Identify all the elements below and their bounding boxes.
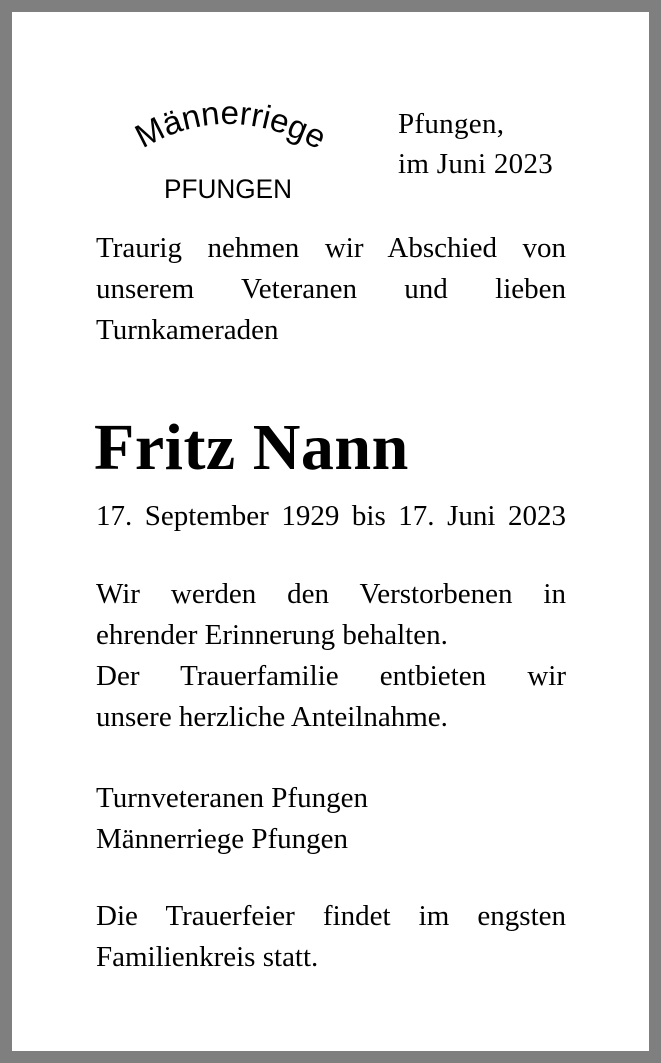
intro-line: Turnkameraden: [96, 314, 279, 346]
date-text: im Juni 2023: [398, 148, 554, 180]
condolence-line: Der Trauerfamilie entbieten wir: [96, 660, 566, 692]
condolence-paragraph: [96, 574, 566, 738]
funeral-line: Familienkreis statt.: [96, 941, 319, 973]
logo-arc-text: Männerriege: [128, 93, 333, 157]
condolence-line: unsere herzliche Anteilnahme.: [96, 701, 448, 733]
condolence-line: ehrender Erinnerung behalten.: [96, 619, 448, 651]
maennerriege-logo: [100, 88, 350, 208]
life-dates-text: 17. September 1929 bis 17. Juni 2023: [96, 500, 566, 532]
deceased-name: Fritz Nann: [94, 411, 409, 484]
place-date-block: [398, 104, 598, 184]
condolence-line: Wir werden den Verstorbenen in: [96, 578, 566, 610]
signatory-line: Turnveteranen Pfungen: [96, 782, 368, 814]
signatories-block: [96, 778, 566, 860]
place-text: Pfungen,: [398, 108, 505, 140]
funeral-line: Die Trauerfeier findet im engsten: [96, 900, 566, 932]
logo-graphic: [100, 88, 350, 208]
logo-bottom-text: PFUNGEN: [164, 174, 292, 204]
signatory-line: Männerriege Pfungen: [96, 823, 349, 855]
life-dates: [96, 496, 566, 537]
intro-line: unserem Veteranen und lieben: [96, 273, 566, 305]
intro-line: Traurig nehmen wir Abschied von: [96, 232, 566, 264]
intro-paragraph: [96, 228, 566, 351]
funeral-paragraph: [96, 896, 566, 978]
obituary-card: [12, 12, 649, 1051]
